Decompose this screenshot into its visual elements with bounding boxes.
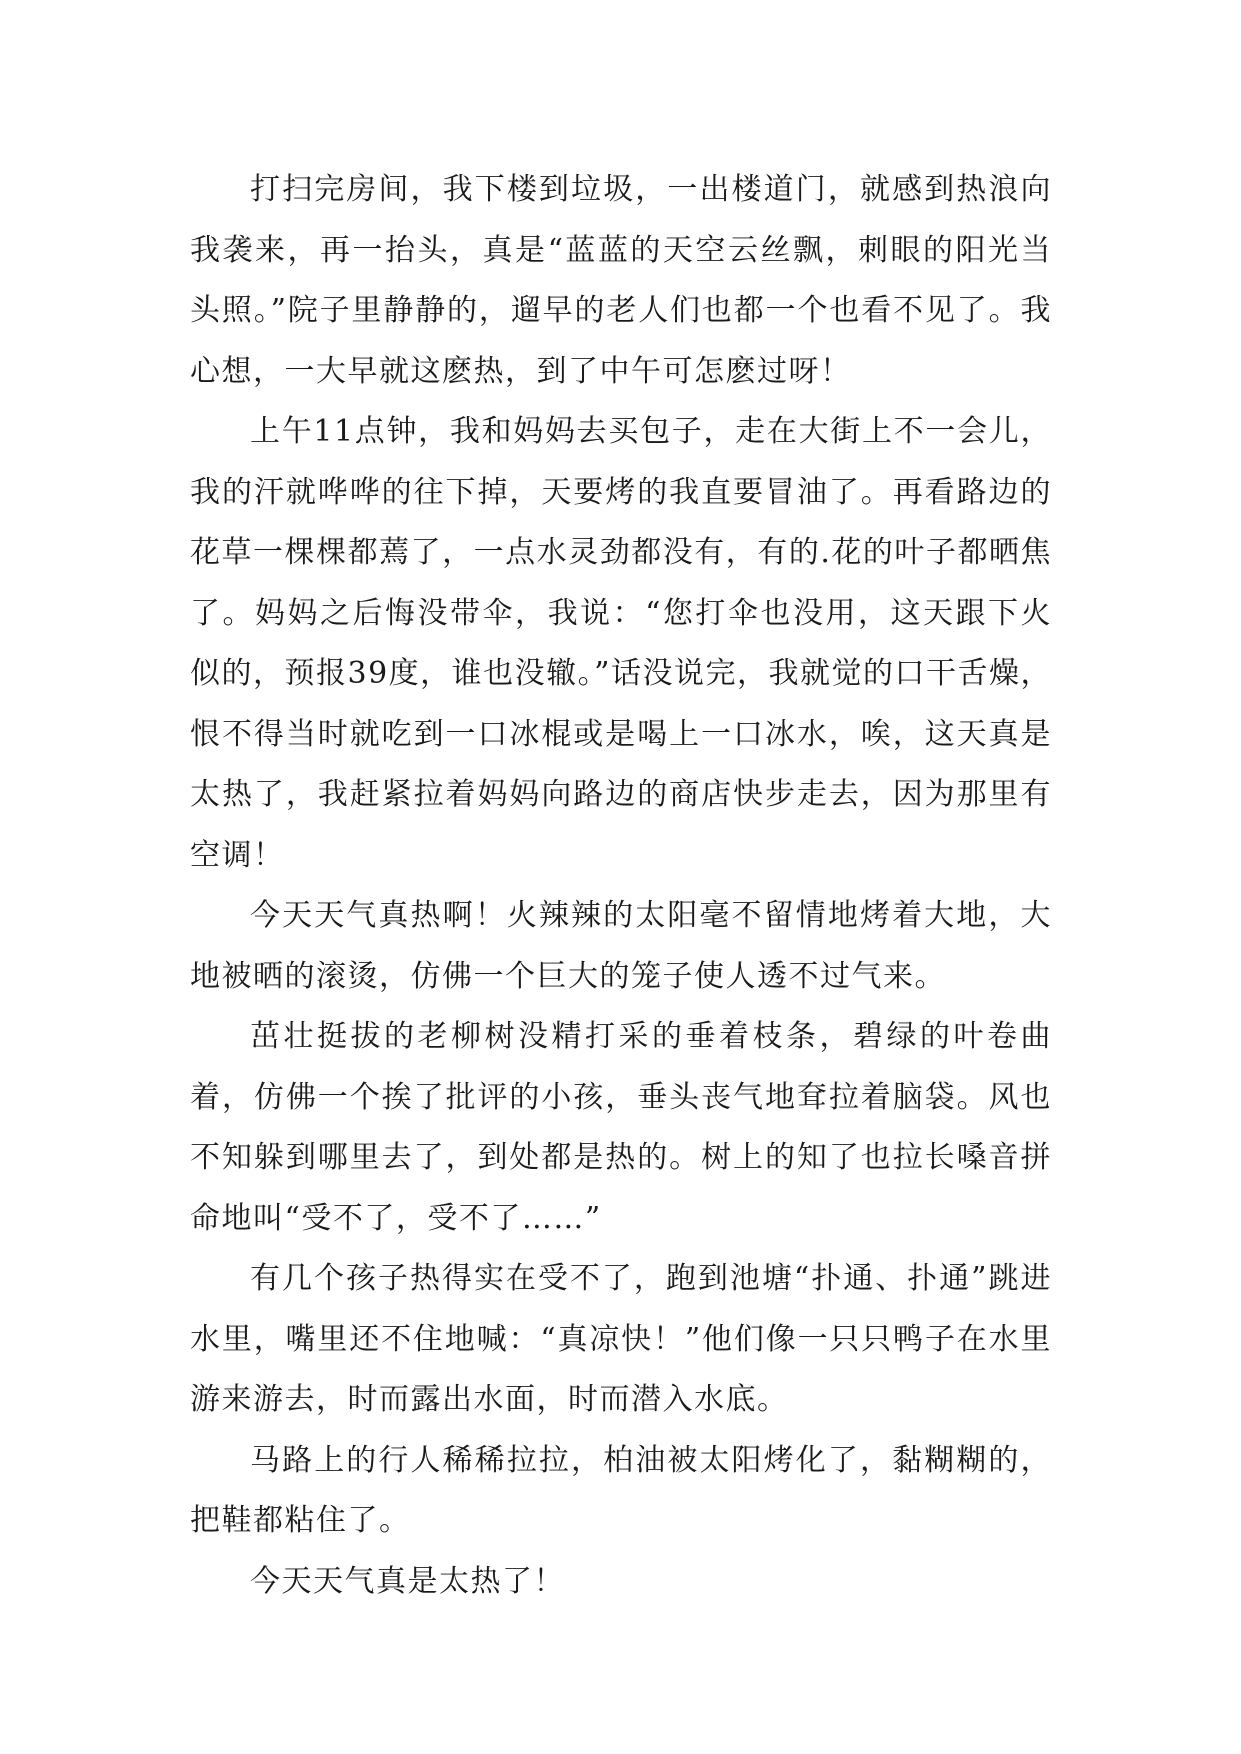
paragraph: 今天天气真是太热了！ — [250, 1563, 565, 1599]
document-body — [190, 160, 1052, 1612]
paragraph: 马路上的行人稀稀拉拉，柏油被太阳烤化了，黏糊糊的，把鞋都粘住了。 — [190, 1442, 1052, 1538]
paragraph: 打扫完房间，我下楼到垃圾，一出楼道门，就感到热浪向我袭来，再一抬头，真是“蓝蓝的天空云丝飘，刺眼的阳光当头照。”院子里静静的，遛早的老人们也都一个也看不见了。我心想，一大早就这麽热，到了中午可怎麽过呀！ — [190, 172, 1052, 389]
paragraph: 茁壮挺拔的老柳树没精打采的垂着枝条，碧绿的叶卷曲着，仿佛一个挨了批评的小孩，垂头丧气地耷拉着脑袋。风也不知躲到哪里去了，到处都是热的。树上的知了也拉长嗓音拼命地叫“受不了，受不了……” — [190, 1019, 1052, 1236]
paragraph: 今天天气真热啊！火辣辣的太阳毫不留情地烤着大地，大地被晒的滚烫，仿佛一个巨大的笼子使人透不过气来。 — [190, 898, 1052, 994]
paragraph: 有几个孩子热得实在受不了，跑到池塘“扑通、扑通”跳进水里，嘴里还不住地喊：“真凉快！”他们像一只只鸭子在水里游来游去，时而露出水面，时而潜入水底。 — [190, 1261, 1052, 1417]
paragraph: 上午11点钟，我和妈妈去买包子，走在大街上不一会儿，我的汗就哗哗的往下掉，天要烤的我直要冒油了。再看路边的花草一棵棵都蔫了，一点水灵劲都没有，有的.花的叶子都晒焦了。妈妈之后悔没带伞，我说：“您打伞也没用，这天跟下火似的，预报39度，谁也没辙。”话没说完，我就觉的口干舌燥，恨不得当时就吃到一口冰棍或是喝上一口冰水，唉，这天真是太热了，我赶紧拉着妈妈向路边的商店快步走去，因为那里有空调！ — [190, 414, 1053, 873]
